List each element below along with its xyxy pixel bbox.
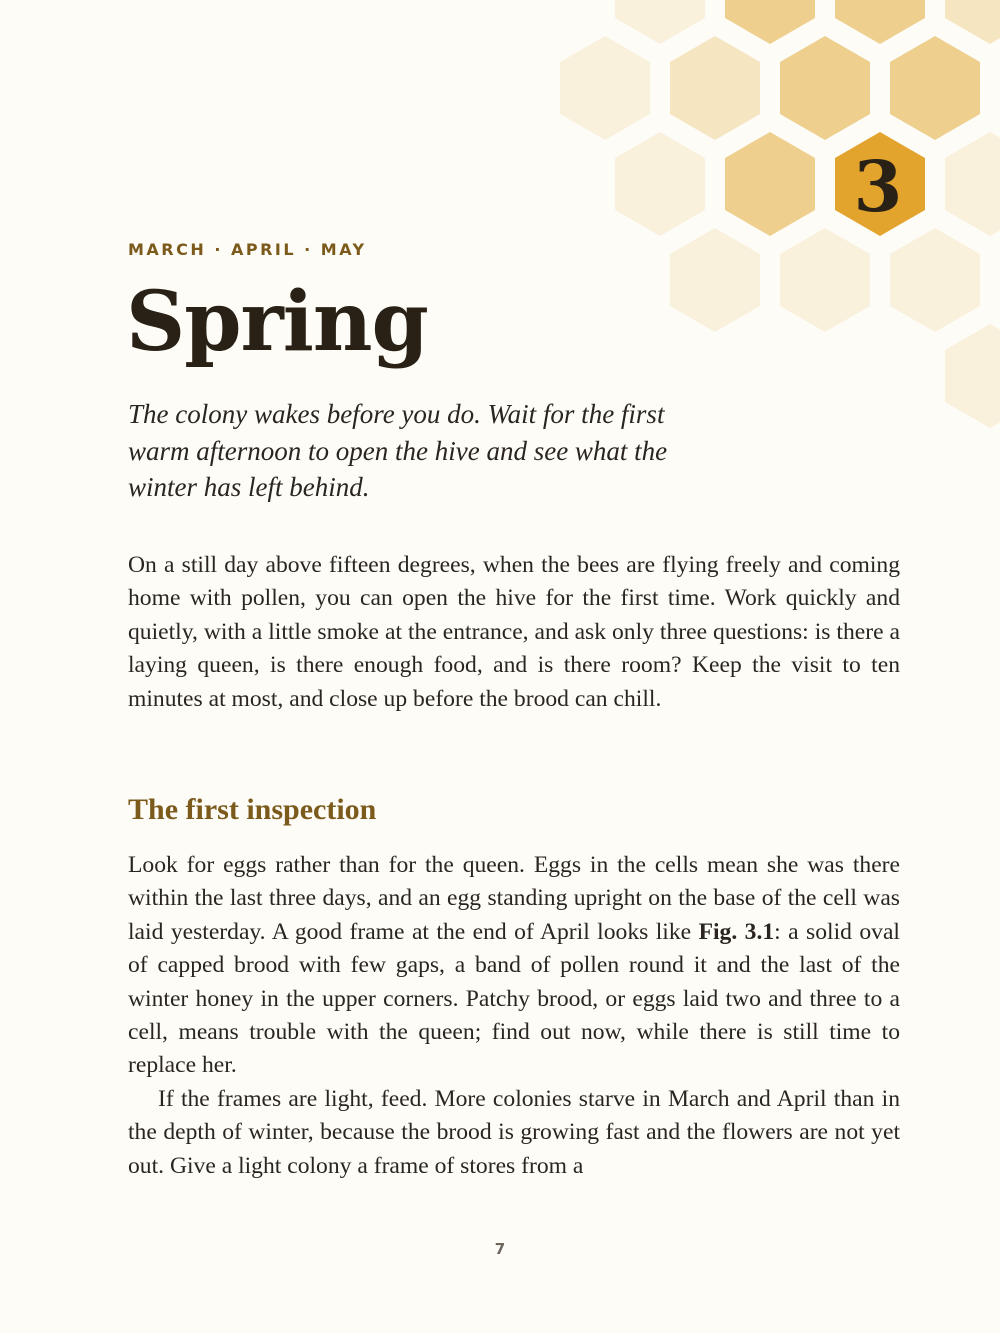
chapter-months: MARCH · APRIL · MAY xyxy=(128,240,367,259)
chapter-number: 3 xyxy=(853,145,903,228)
chapter-lede: The colony wakes before you do. Wait for the first warm afternoon to open the hive and see what the winter has left behind. xyxy=(128,399,668,502)
honeycomb-decoration xyxy=(0,0,1000,460)
honeycomb-cell xyxy=(780,36,870,140)
section-body xyxy=(128,849,900,1183)
honeycomb-cell xyxy=(725,132,815,236)
honeycomb-cell xyxy=(780,228,870,332)
honeycomb-cell xyxy=(670,228,760,332)
intro-paragraph xyxy=(128,549,900,716)
section-heading: The first inspection xyxy=(128,793,377,826)
figure-reference: Fig. 3.1 xyxy=(698,918,775,945)
paragraph-text: Look for eggs rather than for the queen. Eggs in the cells mean she was there within the last three days, and an egg standing upright on the base of the cell was laid yesterday. A good frame at the end of April looks like xyxy=(128,852,900,945)
honeycomb-cell xyxy=(890,228,980,332)
honeycomb-cell xyxy=(560,36,650,140)
honeycomb-cell xyxy=(670,36,760,140)
intro-paragraph-text: On a still day above fifteen degrees, when the bees are flying freely and coming home with pollen, you can open the hive for the first time. Work quickly and quietly, with a little smoke at the entrance, and ask only three questions: is there a laying queen, is there enough food, and is there room? Keep the visit to ten minutes at most, and close up before the brood can chill. xyxy=(128,552,900,712)
honeycomb-cell xyxy=(945,132,1000,236)
honeycomb-cell xyxy=(945,0,1000,44)
honeycomb-cell xyxy=(615,132,705,236)
honeycomb-cell xyxy=(725,0,815,44)
section-paragraph-1 xyxy=(128,849,900,1083)
paragraph-text: : a solid oval of capped brood with few gaps, a band of pollen round it and the last of the winter honey in the upper corners. Patchy brood, or eggs laid two and three to a cell, means trouble with the queen; find out now, while there is still time to replace her. xyxy=(128,918,900,1079)
section-paragraph-2: If the frames are light, feed. More colonies starve in March and April than in the depth of winter, because the brood is growing fast and the flowers are not yet out. Give a light colony a frame of stores from a xyxy=(128,1085,900,1179)
honeycomb-cell xyxy=(890,36,980,140)
honeycomb-cell xyxy=(615,0,705,44)
chapter-title: Spring xyxy=(126,274,428,370)
honeycomb-cell xyxy=(835,0,925,44)
page-number: 7 xyxy=(494,1240,506,1258)
honeycomb-cell xyxy=(945,324,1000,428)
